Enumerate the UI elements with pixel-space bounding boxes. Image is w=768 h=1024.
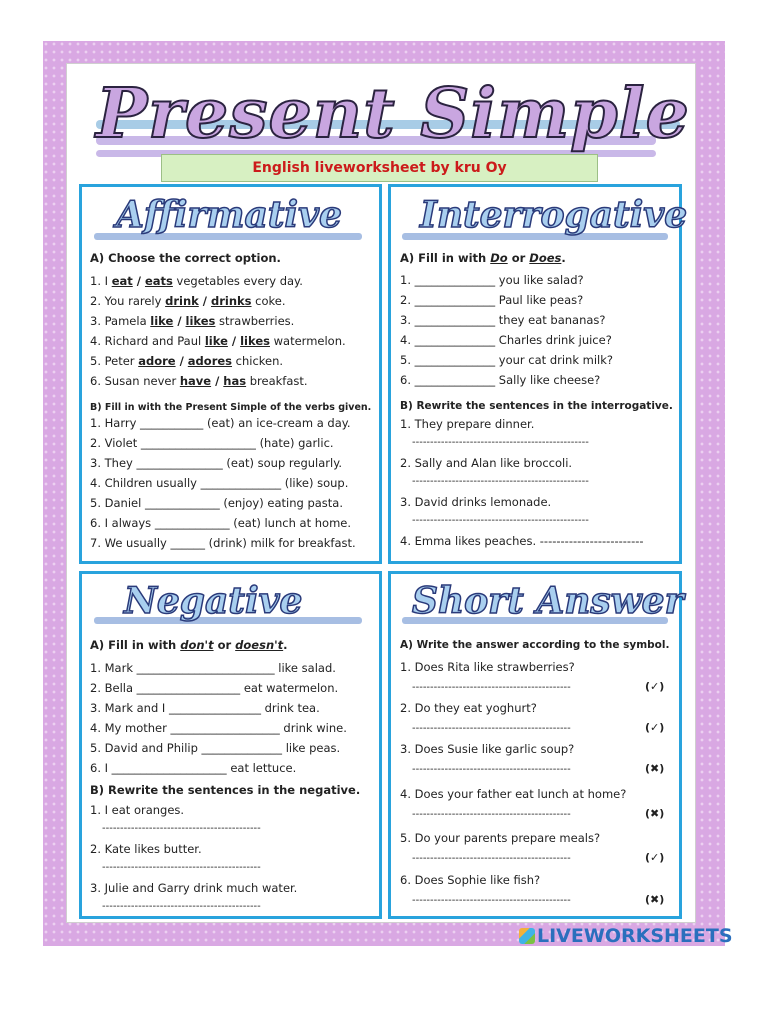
fill-in-item: 5. Daniel _____________ (enjoy) eating pasta. [90, 496, 343, 510]
question-item: 2. Do they eat yoghurt? [400, 701, 537, 715]
choice-item: 1. I eat / eats vegetables every day. [90, 274, 303, 288]
answer-line: -------------------------------------------- [412, 853, 571, 864]
liveworksheets-logo-icon [519, 928, 535, 944]
fill-in-item: 2. Violet ____________________ (hate) garlic. [90, 436, 334, 450]
short-answer-instruction: A) Write the answer according to the symbol. [400, 639, 670, 651]
answer-line: -------------------------------------------- [412, 895, 571, 906]
fill-in-item: 3. ______________ they eat bananas? [400, 313, 606, 327]
affirmative-part-a: A) Choose the correct option. [90, 251, 281, 265]
rewrite-item: 4. Emma likes peaches. ------------------------- [400, 534, 644, 548]
fill-in-item: 5. David and Philip ______________ like peas. [90, 741, 341, 755]
fill-in-item: 1. Mark ________________________ like salad. [90, 661, 336, 675]
answer-symbol: (✖) [645, 893, 665, 906]
question-item: 1. Does Rita like strawberries? [400, 660, 575, 674]
answer-line: -------------------------------------------- [102, 823, 261, 834]
fill-in-item: 2. Bella __________________ eat watermelon. [90, 681, 339, 695]
choice-item: 2. You rarely drink / drinks coke. [90, 294, 286, 308]
negative-part-a: A) Fill in with don't or doesn't. [90, 638, 288, 652]
rewrite-item: 3. David drinks lemonade. [400, 495, 552, 509]
answer-line: -------------------------------------------- [412, 764, 571, 775]
answer-line: -------------------------------------------- [102, 901, 261, 912]
liveworksheets-logo: LIVEWORKSHEETS [519, 925, 733, 947]
worksheet-subtitle: English liveworksheet by kru Oy [161, 154, 598, 182]
fill-in-item: 4. Children usually ______________ (like) soup. [90, 476, 349, 490]
answer-line: ------------------------------------------------- [412, 515, 589, 526]
fill-in-item: 3. Mark and I ________________ drink tea. [90, 701, 320, 715]
answer-symbol: (✖) [645, 807, 665, 820]
affirmative-heading: Affirmative [116, 194, 342, 236]
answer-symbol: (✓) [645, 851, 665, 864]
negative-heading: Negative [124, 580, 303, 622]
question-item: 6. Does Sophie like fish? [400, 873, 541, 887]
fill-in-item: 7. We usually ______ (drink) milk for breakfast. [90, 536, 356, 550]
answer-line: ------------------------------------------------- [412, 437, 589, 448]
fill-in-item: 4. ______________ Charles drink juice? [400, 333, 612, 347]
choice-item: 5. Peter adore / adores chicken. [90, 354, 284, 368]
answer-symbol: (✖) [645, 762, 665, 775]
answer-line: -------------------------------------------- [412, 682, 571, 693]
answer-line: -------------------------------------------- [412, 809, 571, 820]
question-item: 5. Do your parents prepare meals? [400, 831, 601, 845]
rewrite-item: 2. Kate likes butter. [90, 842, 202, 856]
question-item: 4. Does your father eat lunch at home? [400, 787, 627, 801]
interrogative-heading: Interrogative [420, 194, 688, 236]
answer-symbol: (✓) [645, 721, 665, 734]
fill-in-item: 6. I always _____________ (eat) lunch at home. [90, 516, 351, 530]
fill-in-item: 3. They _______________ (eat) soup regularly. [90, 456, 343, 470]
fill-in-item: 2. ______________ Paul like peas? [400, 293, 584, 307]
affirmative-part-b: B) Fill in with the Present Simple of the verbs given. [90, 402, 372, 413]
rewrite-item: 2. Sally and Alan like broccoli. [400, 456, 573, 470]
choice-item: 3. Pamela like / likes strawberries. [90, 314, 295, 328]
rewrite-item: 3. Julie and Garry drink much water. [90, 881, 298, 895]
interrogative-part-b: B) Rewrite the sentences in the interrogative. [400, 400, 673, 412]
interrogative-part-a: A) Fill in with Do or Does. [400, 251, 566, 265]
choice-item: 4. Richard and Paul like / likes watermelon. [90, 334, 346, 348]
page-title: Present Simple [96, 74, 690, 154]
fill-in-item: 4. My mother ___________________ drink wine. [90, 721, 347, 735]
negative-part-b: B) Rewrite the sentences in the negative. [90, 783, 361, 797]
fill-in-item: 6. ______________ Sally like cheese? [400, 373, 601, 387]
answer-line: ------------------------------------------------- [412, 476, 589, 487]
rewrite-item: 1. They prepare dinner. [400, 417, 535, 431]
fill-in-item: 5. ______________ your cat drink milk? [400, 353, 614, 367]
fill-in-item: 1. ______________ you like salad? [400, 273, 584, 287]
short-answer-heading: Short Answer [412, 580, 684, 622]
question-item: 3. Does Susie like garlic soup? [400, 742, 575, 756]
rewrite-item: 1. I eat oranges. [90, 803, 185, 817]
answer-line: -------------------------------------------- [412, 723, 571, 734]
choice-item: 6. Susan never have / has breakfast. [90, 374, 308, 388]
answer-symbol: (✓) [645, 680, 665, 693]
answer-line: -------------------------------------------- [102, 862, 261, 873]
fill-in-item: 6. I ____________________ eat lettuce. [90, 761, 297, 775]
fill-in-item: 1. Harry ___________ (eat) an ice-cream a day. [90, 416, 351, 430]
